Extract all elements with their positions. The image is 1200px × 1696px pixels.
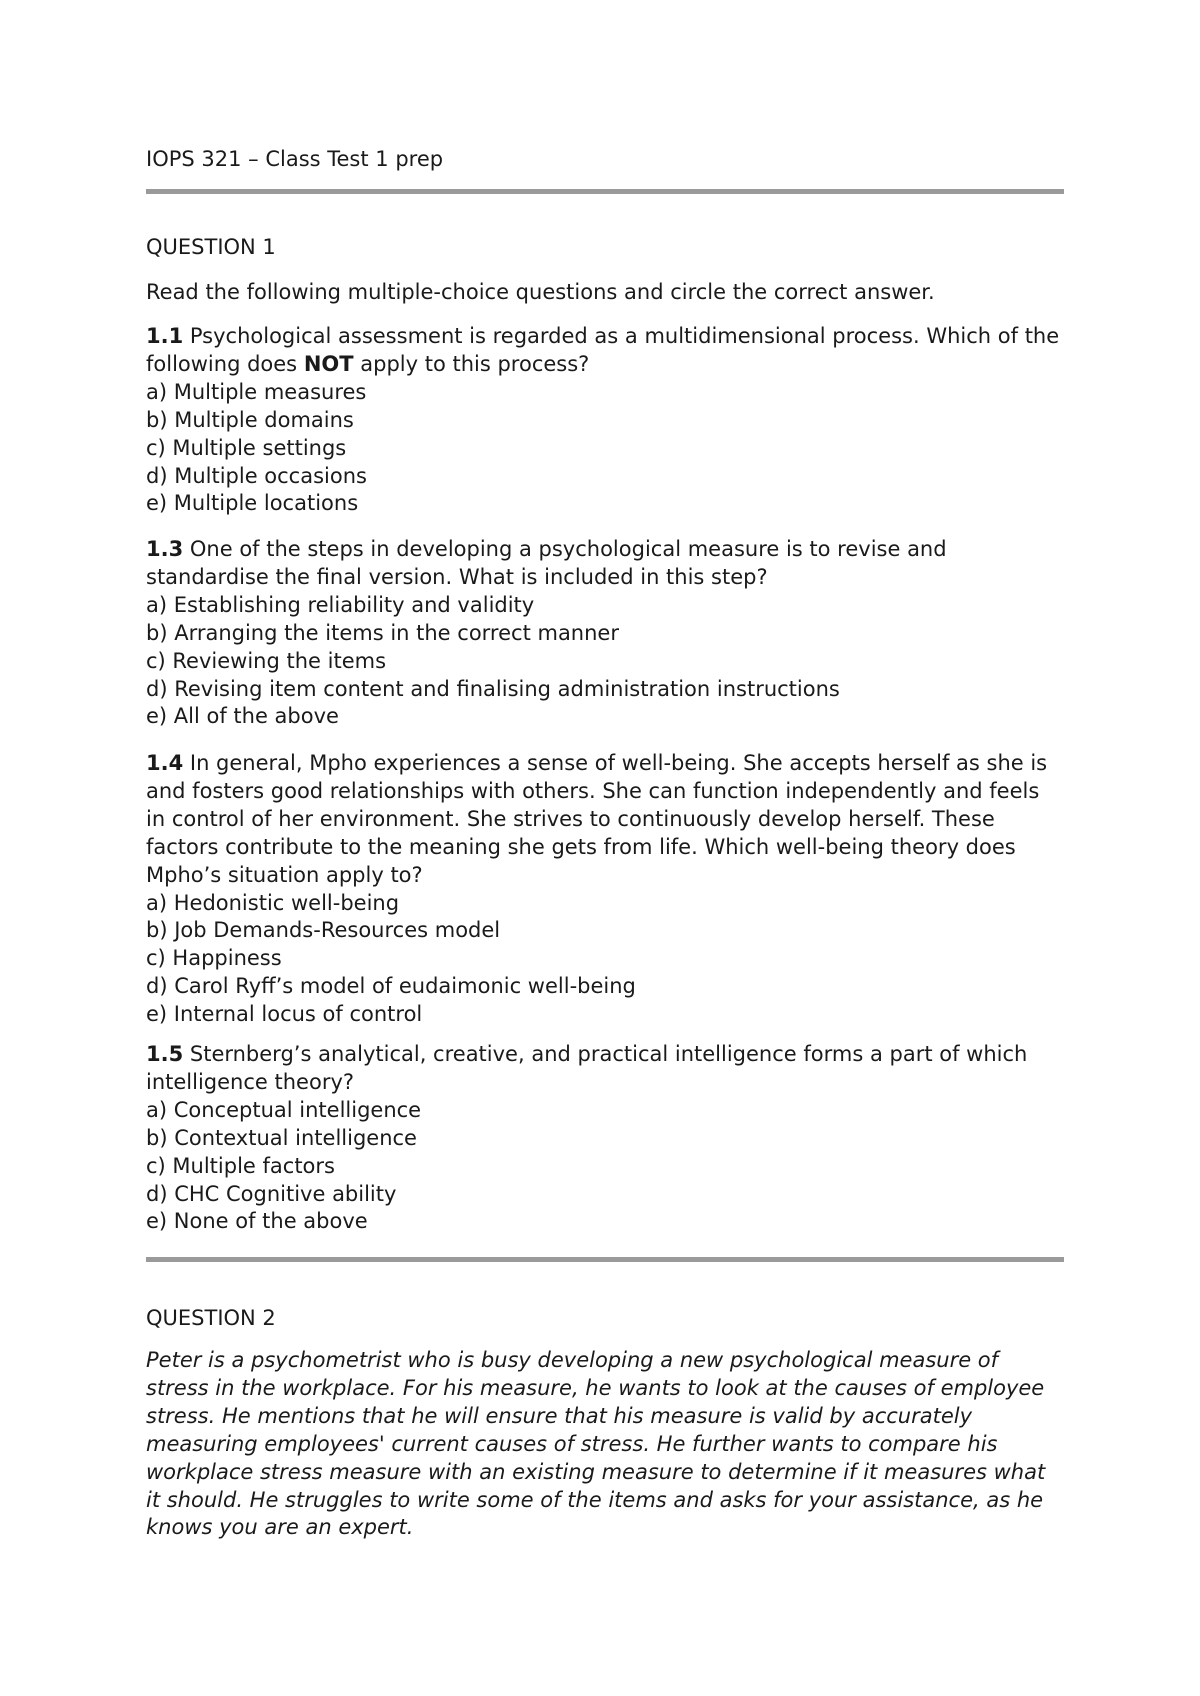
- answer-option-e: e) Internal locus of control: [146, 1002, 423, 1027]
- answer-options: [146, 890, 1064, 1030]
- answer-option-b: b) Job Demands-Resources model: [146, 918, 501, 943]
- question-1-4: [146, 750, 1064, 1029]
- answer-options: [146, 1097, 1064, 1237]
- question-1-instructions: Read the following multiple-choice questions and circle the correct answer.: [146, 280, 935, 304]
- question-1-3: [146, 536, 1064, 731]
- question-1-heading: QUESTION 1: [146, 235, 276, 259]
- question-text-end: apply to this process?: [353, 351, 590, 376]
- title-divider: [146, 189, 1064, 194]
- answer-option-d: d) CHC Cognitive ability: [146, 1181, 397, 1206]
- answer-option-d: d) Carol Ryff’s model of eudaimonic well-being: [146, 974, 636, 999]
- question-2-scenario: Peter is a psychometrist who is busy developing a new psychological measure of stress in the workplace. For his measure, he wants to look at the causes of employee stress. He mentions that he will ensure that his measure is valid by accurately measuring employees' current causes of stress. He further wants to compare his workplace stress measure with an existing measure to determine if it measures what it should. He struggles to write some of the items and asks for your assistance, as he knows you are an expert.: [146, 1348, 1046, 1540]
- answer-option-b: b) Multiple domains: [146, 407, 354, 432]
- answer-option-c: c) Reviewing the items: [146, 648, 387, 673]
- answer-option-e: e) Multiple locations: [146, 491, 359, 516]
- question-number: 1.5: [146, 1042, 184, 1066]
- answer-option-a: a) Establishing reliability and validity: [146, 592, 535, 617]
- question-stem: [146, 323, 1064, 379]
- question-text: Psychological assessment is regarded as a multidimensional process. Which of the following does: [146, 324, 1060, 376]
- answer-option-c: c) Multiple factors: [146, 1153, 335, 1178]
- answer-option-a: a) Hedonistic well-being: [146, 890, 400, 915]
- answer-option-d: d) Multiple occasions: [146, 463, 367, 488]
- question-emphasis: NOT: [303, 351, 354, 376]
- answer-option-e: e) None of the above: [146, 1209, 368, 1234]
- section-divider: [146, 1257, 1064, 1262]
- answer-option-a: a) Conceptual intelligence: [146, 1097, 422, 1122]
- answer-option-a: a) Multiple measures: [146, 379, 367, 404]
- document-title: IOPS 321 – Class Test 1 prep: [146, 147, 444, 171]
- question-stem: [146, 536, 1064, 592]
- question-2-heading: QUESTION 2: [146, 1306, 276, 1330]
- question-number: 1.4: [146, 751, 184, 775]
- answer-option-b: b) Contextual intelligence: [146, 1125, 417, 1150]
- question-number: 1.3: [146, 537, 184, 561]
- answer-option-c: c) Multiple settings: [146, 435, 347, 460]
- question-number: 1.1: [146, 324, 184, 348]
- answer-option-d: d) Revising item content and finalising administration instructions: [146, 676, 840, 701]
- question-1-1: [146, 323, 1064, 518]
- answer-options: [146, 379, 1064, 519]
- answer-option-c: c) Happiness: [146, 946, 282, 971]
- question-text: One of the steps in developing a psychological measure is to revise and standardise the final version. What is included in this step?: [146, 537, 947, 589]
- question-stem: [146, 1041, 1064, 1097]
- answer-options: [146, 592, 1064, 732]
- question-stem: [146, 750, 1064, 890]
- question-text: Sternberg’s analytical, creative, and practical intelligence forms a part of which intelligence theory?: [146, 1042, 1028, 1094]
- answer-option-e: e) All of the above: [146, 704, 339, 729]
- answer-option-b: b) Arranging the items in the correct manner: [146, 620, 619, 645]
- question-text: In general, Mpho experiences a sense of well-being. She accepts herself as she is and fosters good relationships with others. She can function independently and feels in control of her environment. She strives to continuously develop herself. These factors contribute to the meaning she gets from life. Which well-being theory does Mpho’s situation apply to?: [146, 751, 1048, 887]
- question-1-5: [146, 1041, 1064, 1236]
